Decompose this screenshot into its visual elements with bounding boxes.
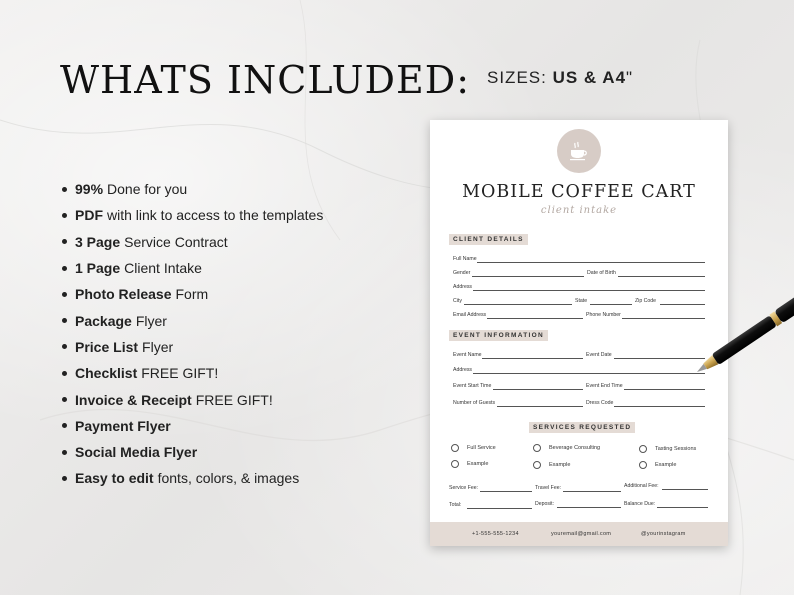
services-heading: SERVICES REQUESTED — [529, 422, 635, 433]
sizes-prefix: SIZES: — [487, 68, 553, 87]
service-option: Full Service — [467, 445, 496, 451]
guests-field[interactable] — [497, 406, 583, 407]
feature-text: FREE GIFT! — [195, 391, 273, 408]
client-intake-preview — [430, 120, 728, 546]
total-field[interactable] — [467, 508, 532, 509]
bullet-icon — [62, 397, 67, 402]
feature-bold: Photo Release — [75, 286, 172, 303]
address-label: Address — [453, 284, 473, 290]
feature-bold: 3 Page — [75, 233, 121, 250]
page-title: WHATS INCLUDED: — [60, 58, 471, 102]
state-label: State — [575, 298, 588, 304]
feature-bold: PDF — [75, 207, 103, 224]
feature-text: Form — [175, 286, 209, 303]
list-item — [62, 307, 323, 333]
dress-code-field[interactable] — [614, 406, 705, 407]
bullet-icon — [62, 423, 67, 428]
phone-field[interactable] — [622, 318, 705, 319]
bullet-icon — [62, 371, 67, 376]
gender-label: Gender — [453, 270, 471, 276]
feature-bold: Price List — [75, 338, 139, 355]
feature-bold: Package — [75, 312, 132, 329]
additional-fee-label: Additional Fee: — [624, 483, 659, 489]
guests-label: Number of Guests — [453, 400, 496, 406]
feature-text: Flyer — [135, 312, 167, 329]
zip-label: Zip Code — [635, 298, 657, 304]
bullet-icon — [62, 318, 67, 323]
end-time-field[interactable] — [624, 389, 705, 390]
email-field[interactable] — [487, 318, 583, 319]
service-option: Example — [467, 461, 489, 467]
feature-text: Service Contract — [124, 233, 228, 250]
deposit-label: Deposit: — [535, 501, 555, 507]
event-address-label: Address — [453, 367, 473, 373]
email-label: Email Address — [453, 312, 487, 318]
feature-bold: Social Media Flyer — [75, 444, 198, 461]
city-label: City — [453, 298, 462, 304]
event-information-heading: EVENT INFORMATION — [449, 330, 548, 341]
list-item — [62, 281, 323, 307]
deposit-field[interactable] — [557, 507, 621, 508]
bullet-icon — [62, 266, 67, 271]
bullet-icon — [62, 187, 67, 192]
list-item — [62, 229, 323, 255]
feature-text: Flyer — [142, 338, 174, 355]
sizes-label — [487, 68, 633, 88]
document-footer — [430, 522, 728, 546]
feature-text: with link to access to the templates — [107, 207, 324, 224]
service-checkbox[interactable] — [451, 444, 459, 452]
document-title: MOBILE COFFEE CART — [462, 182, 696, 202]
service-option: Tasting Sessions — [655, 446, 697, 452]
service-fee-label: Service Fee: — [449, 485, 479, 491]
list-item — [62, 413, 323, 439]
bullet-icon — [62, 476, 67, 481]
service-checkbox[interactable] — [639, 461, 647, 469]
service-checkbox[interactable] — [451, 460, 459, 468]
address-field[interactable] — [473, 290, 705, 291]
coffee-cup-icon — [568, 141, 590, 161]
travel-fee-field[interactable] — [563, 491, 621, 492]
list-item — [62, 334, 323, 360]
balance-due-field[interactable] — [657, 507, 708, 508]
bullet-icon — [62, 450, 67, 455]
feature-bold: Payment Flyer — [75, 417, 171, 434]
sizes-value: US & A4 — [552, 68, 627, 87]
footer-instagram: @yourinstagram — [641, 531, 686, 537]
service-option: Example — [655, 462, 677, 468]
event-address-field[interactable] — [473, 373, 705, 374]
service-option: Beverage Consulting — [549, 445, 601, 451]
feature-text: FREE GIFT! — [141, 365, 219, 382]
bullet-icon — [62, 239, 67, 244]
dress-code-label: Dress Code — [586, 400, 614, 406]
list-item — [62, 439, 323, 465]
feature-text: fonts, colors, & images — [157, 470, 300, 487]
feature-text: Done for you — [107, 181, 188, 198]
event-name-field[interactable] — [482, 358, 583, 359]
gender-field[interactable] — [472, 276, 584, 277]
client-details-heading: CLIENT DETAILS — [449, 234, 528, 245]
footer-phone: +1-555-555-1234 — [472, 531, 519, 537]
feature-text: Client Intake — [124, 260, 202, 277]
features-list — [62, 176, 323, 492]
total-label: Total: — [449, 502, 462, 508]
end-time-label: Event End Time — [586, 383, 623, 389]
document-subtitle: client intake — [540, 205, 618, 216]
feature-bold: 99% — [75, 181, 104, 198]
start-time-field[interactable] — [493, 389, 583, 390]
full-name-field[interactable] — [477, 262, 705, 263]
feature-bold: Checklist — [75, 365, 138, 382]
list-item — [62, 176, 323, 202]
start-time-label: Event Start Time — [453, 383, 492, 389]
list-item — [62, 386, 323, 412]
service-checkbox[interactable] — [639, 445, 647, 453]
state-field[interactable] — [590, 304, 632, 305]
event-name-label: Event Name — [453, 352, 482, 358]
sizes-suffix: " — [626, 68, 634, 87]
additional-fee-field[interactable] — [662, 489, 708, 490]
service-fee-field[interactable] — [480, 491, 532, 492]
service-option: Example — [549, 462, 571, 468]
dob-field[interactable] — [618, 276, 705, 277]
city-field[interactable] — [464, 304, 572, 305]
logo-badge — [557, 129, 601, 173]
full-name-label: Full Name — [453, 256, 477, 262]
balance-due-label: Balance Due: — [624, 501, 656, 507]
list-item — [62, 360, 323, 386]
feature-bold: 1 Page — [75, 260, 121, 277]
list-item — [62, 465, 323, 491]
phone-label: Phone Number — [586, 312, 621, 318]
list-item — [62, 202, 323, 228]
dob-label: Date of Birth — [587, 270, 616, 276]
travel-fee-label: Travel Fee: — [535, 485, 562, 491]
list-item — [62, 255, 323, 281]
service-checkbox[interactable] — [533, 444, 541, 452]
feature-bold: Easy to edit — [75, 470, 154, 487]
feature-bold: Invoice & Receipt — [75, 391, 192, 408]
event-date-field[interactable] — [614, 358, 705, 359]
bullet-icon — [62, 213, 67, 218]
bullet-icon — [62, 344, 67, 349]
zip-field[interactable] — [660, 304, 705, 305]
bullet-icon — [62, 292, 67, 297]
footer-email: youremail@gmail.com — [551, 531, 612, 537]
event-date-label: Event Date — [586, 352, 612, 358]
service-checkbox[interactable] — [533, 461, 541, 469]
